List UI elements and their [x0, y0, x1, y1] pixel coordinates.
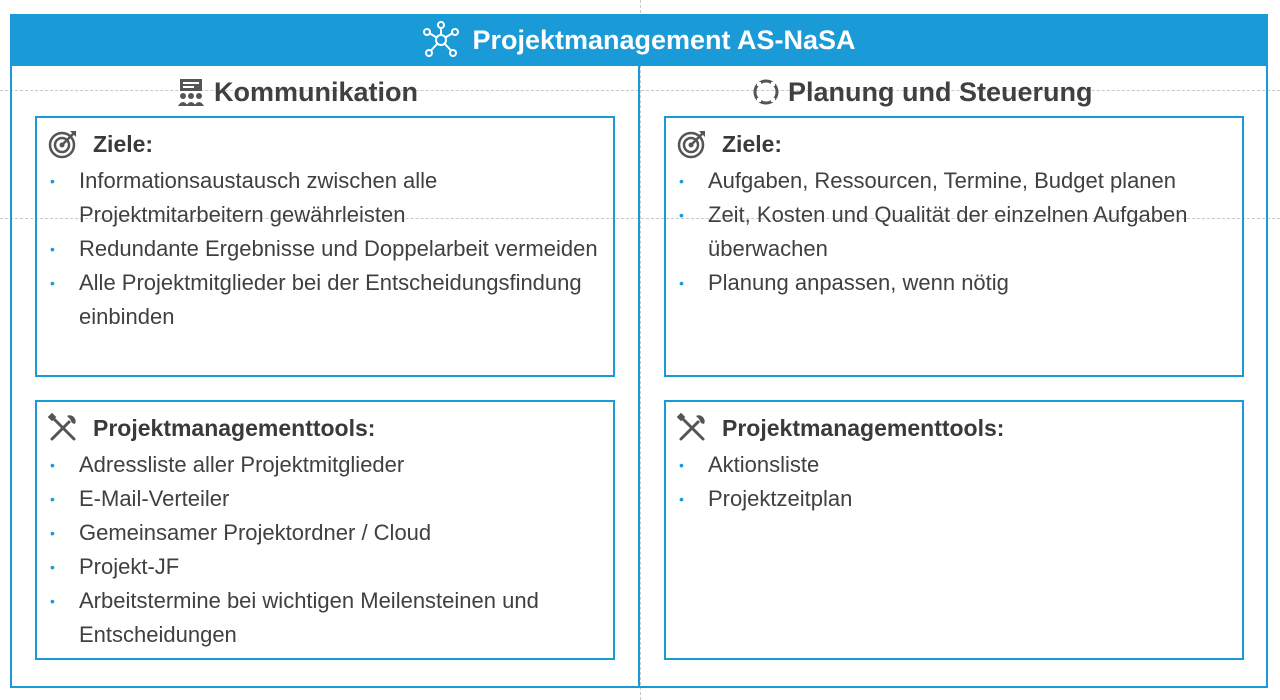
- tools-list: [666, 448, 1242, 516]
- target-icon: [47, 128, 79, 160]
- tools-box-planning: [664, 400, 1244, 660]
- tools-list: [37, 448, 613, 652]
- network-icon: [422, 21, 460, 59]
- list-item: • E-Mail-Verteiler: [37, 482, 613, 516]
- goals-heading: [47, 128, 153, 160]
- tools-heading: [676, 412, 1004, 444]
- column-title-label: Kommunikation: [214, 76, 419, 107]
- list-item: • Adressliste aller Projektmitglieder: [37, 448, 613, 482]
- goals-list: [666, 164, 1242, 300]
- list-item: • Zeit, Kosten und Qualität der einzelnen Aufgaben überwachen: [666, 198, 1242, 266]
- goals-list: [37, 164, 613, 334]
- list-item: • Gemeinsamer Projektordner / Cloud: [37, 516, 613, 550]
- tools-icon: [676, 412, 708, 444]
- goals-box-communication: [35, 116, 615, 377]
- list-item: • Planung anpassen, wenn nötig: [666, 266, 1242, 300]
- list-item: • Redundante Ergebnisse und Doppelarbeit vermeiden: [37, 232, 613, 266]
- cycle-icon: [752, 78, 780, 106]
- target-icon: [676, 128, 708, 160]
- column-title-planning: [752, 72, 1093, 112]
- tools-heading: [47, 412, 375, 444]
- column-divider: [638, 66, 640, 688]
- tools-box-communication: [35, 400, 615, 660]
- goals-box-planning: [664, 116, 1244, 377]
- column-title-communication: [176, 72, 418, 112]
- list-item: • Projektzeitplan: [666, 482, 1242, 516]
- list-item: • Projekt-JF: [37, 550, 613, 584]
- slide-header: [10, 14, 1268, 66]
- tools-heading-label: Projektmanagementtools:: [722, 414, 1005, 441]
- list-item: • Alle Projektmitglieder bei der Entscheidungsfindung einbinden: [37, 266, 613, 334]
- list-item: • Aufgaben, Ressourcen, Termine, Budget planen: [666, 164, 1242, 198]
- column-title-label: Planung und Steuerung: [788, 76, 1093, 107]
- goals-heading-label: Ziele:: [93, 130, 154, 157]
- list-item: • Aktionsliste: [666, 448, 1242, 482]
- goals-heading-label: Ziele:: [722, 130, 783, 157]
- tools-icon: [47, 412, 79, 444]
- tools-heading-label: Projektmanagementtools:: [93, 414, 376, 441]
- presentation-icon: [176, 77, 206, 107]
- goals-heading: [676, 128, 782, 160]
- list-item: • Arbeitstermine bei wichtigen Meilensteinen und Entscheidungen: [37, 584, 613, 652]
- page-title: Projektmanagement AS-NaSA: [472, 24, 856, 55]
- list-item: • Informationsaustausch zwischen alle Projektmitarbeitern gewährleisten: [37, 164, 613, 232]
